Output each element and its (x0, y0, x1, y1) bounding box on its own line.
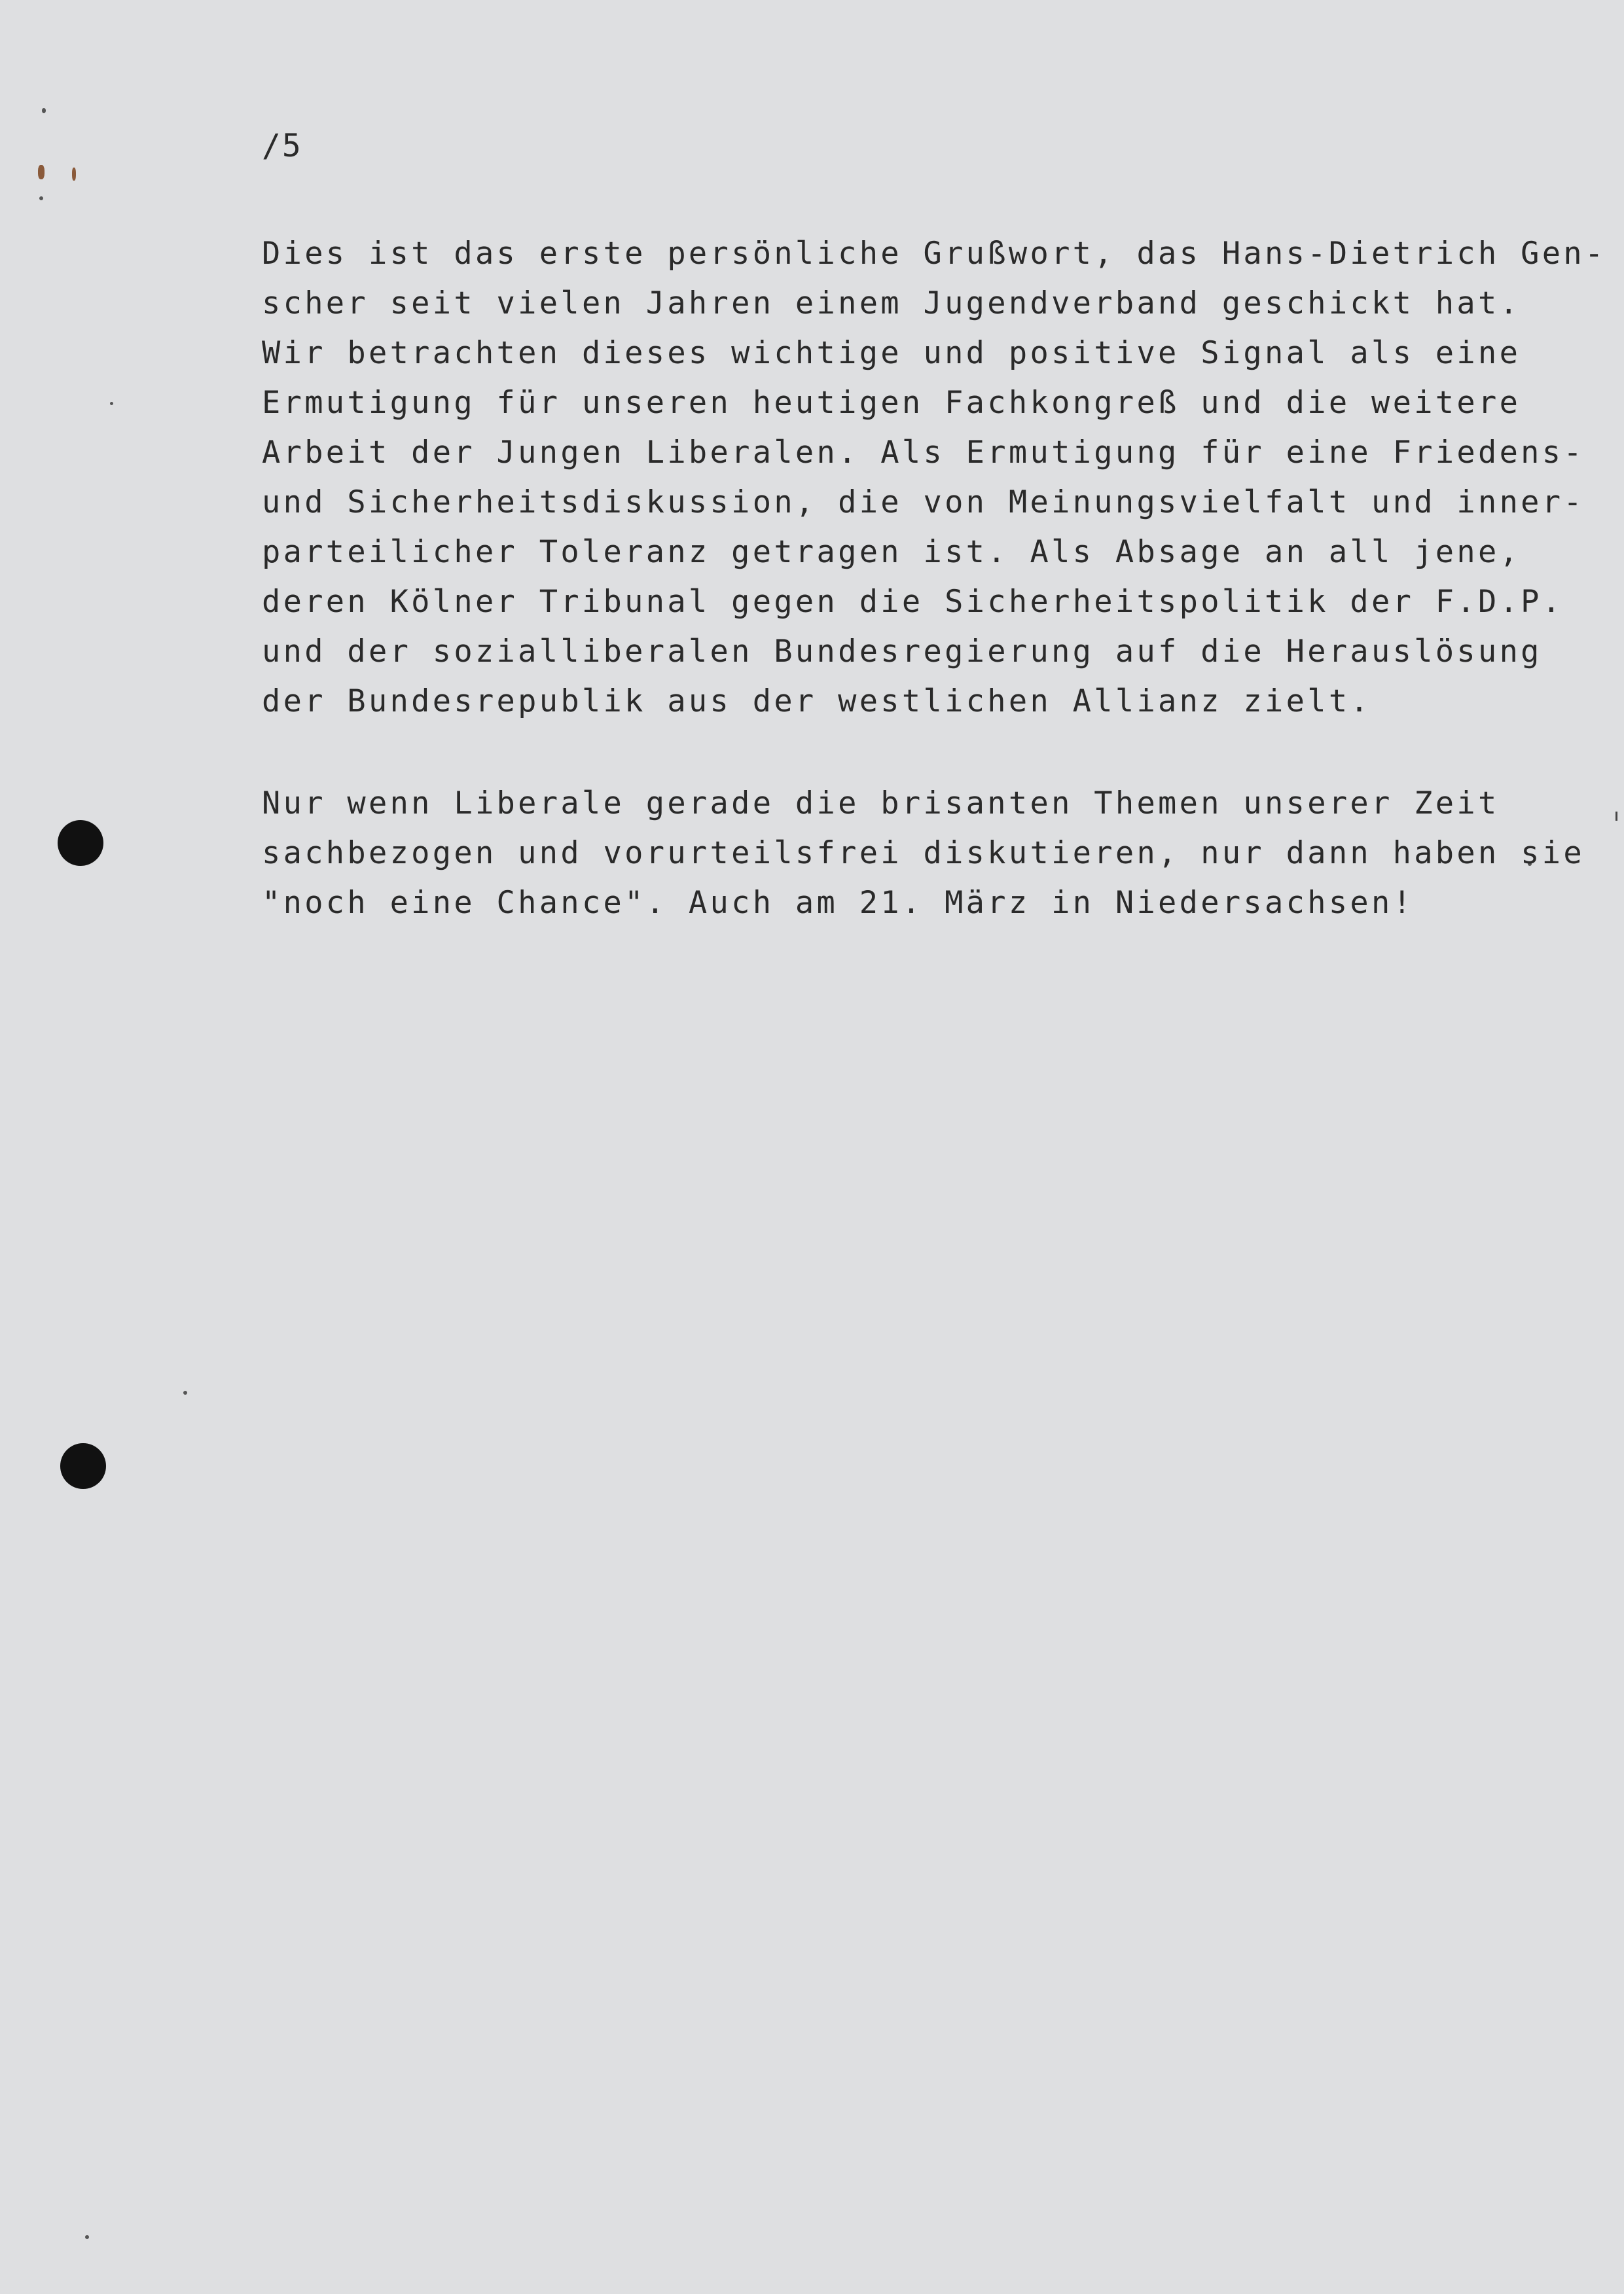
speck (183, 1391, 187, 1395)
text-line: Nur wenn Liberale gerade die brisanten Themen unserer Zeit (262, 785, 1500, 821)
text-line: Wir betrachten dieses wichtige und positive Signal als eine (262, 335, 1521, 371)
text-line: Arbeit der Jungen Liberalen. Als Ermutigung für eine Friedens- (262, 435, 1585, 471)
speck (39, 196, 43, 200)
text-line: scher seit vielen Jahren einem Jugendverband geschickt hat. (262, 285, 1521, 321)
text-line: Ermutigung für unseren heutigen Fachkongreß und die weitere (262, 385, 1521, 421)
edge-mark (1615, 812, 1617, 821)
rust-mark (38, 165, 45, 179)
speck (85, 2235, 89, 2239)
text-line: "noch eine Chance". Auch am 21. März in Niedersachsen! (262, 885, 1415, 921)
page-number: /5 (262, 128, 302, 164)
paragraph-1 (262, 229, 1606, 726)
text-line: und Sicherheitsdiskussion, die von Meinungsvielfalt und inner- (262, 484, 1585, 520)
punch-hole (60, 1443, 106, 1489)
text-line: der Bundesrepublik aus der westlichen Allianz zielt. (262, 683, 1372, 719)
text-line: sachbezogen und vorurteilsfrei diskutieren, nur dann haben sie (262, 835, 1585, 871)
text-line: deren Kölner Tribunal gegen die Sicherheitspolitik der F.D.P. (262, 584, 1564, 620)
text-line: und der sozialliberalen Bundesregierung auf die Herauslösung (262, 634, 1542, 670)
speck (110, 402, 113, 405)
text-line: parteilicher Toleranz getragen ist. Als Absage an all jene, (262, 534, 1521, 570)
punch-hole (58, 820, 103, 866)
speck (42, 108, 46, 113)
paragraph-2 (262, 779, 1585, 928)
text-line: Dies ist das erste persönliche Grußwort, das Hans-Dietrich Gen- (262, 236, 1606, 272)
rust-mark (72, 168, 76, 181)
